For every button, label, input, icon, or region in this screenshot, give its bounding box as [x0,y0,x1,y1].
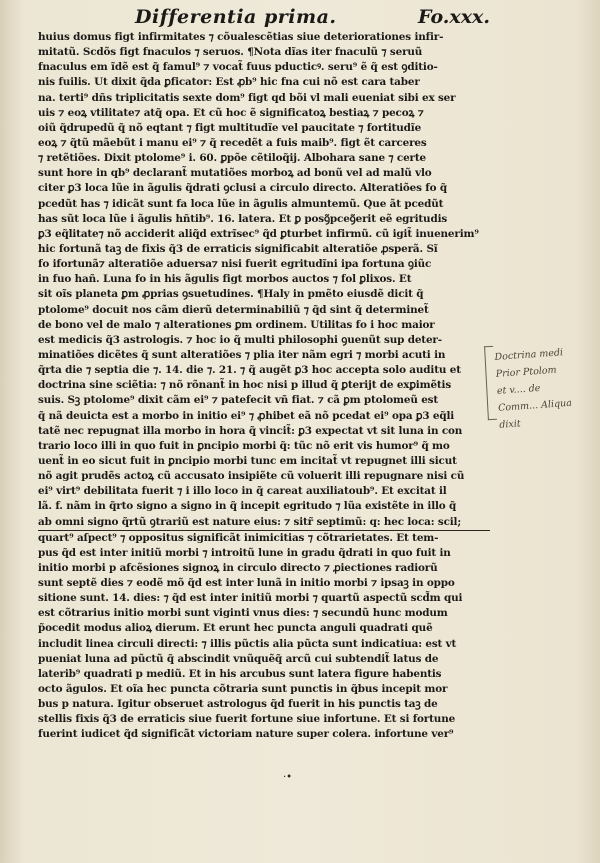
text-line: has sũt loca lũe i ãgulis hñtib⁹. 16. latera. Et ꝑ posꝯ̃pceꝯ̃erit eẽ egritudis [38,212,448,225]
text-line: bus p natura. Igitur obseruet astrologus q̃d fuerit in his punctis taꝫ de [38,698,438,711]
text-line: nis fuilis. Ut dixit q̃da ꝑficator: Est ꝓb⁹ hic fna cui nõ est cara taber [38,76,420,89]
text-line: q̃ nã deuicta est a morbo in initio ei⁹ ⁊ ꝓhibet eã nõ pcedat ei⁹ opa ꝑ3 eq̃li [38,409,455,422]
text-line: laterib⁹ quadrati p mediũ. Et in his arcubus sunt latera figure habentis [38,667,442,680]
marginal-note-line: et v.... de [496,382,541,397]
running-head: Differentia prima. [135,6,337,28]
text-line: citer ꝑ3 loca lũe in ãgulis q̃drati ꝯclusi a circulo directo. Alteratiões fo q̃ [38,182,447,195]
marginal-note-line: Doctrina medi [494,347,564,363]
text-line: sunt septẽ dies ⁊ eodẽ mõ q̃d est inter lunã in initio morbi ⁊ ipsaꝫ in oppo [38,577,455,590]
text-line: huius domus figt infirmitates ⁊ cõualescẽtias siue deteriorationes infir- [38,31,444,43]
handwritten-marginal-note [494,342,600,434]
text-line: suis. Sꝫ ptolome⁹ dixit cãm ei⁹ ⁊ patefecit vñ fiat. ⁊ cã ꝑm ptolomeũ est [38,394,439,407]
text-line: doctrina sine sciẽtia: ⁊ nõ rõnant̃ in hoc nisi p illud q̃ ꝑterijt de exꝑimẽtis [38,379,452,392]
text-line: octo ãgulos. Et oĩa hec puncta cõtraria sunt punctis in q̃bus incepit mor [38,683,448,696]
text-line: quart⁹ aſpect⁹ ⁊ oppositus significãt inimicitias ⁊ cõtrarietates. Et tem- [38,531,439,544]
text-line: oiũ q̃drupedũ q̃ nõ eqtant ⁊ figt multitudĩe vel paucitate ⁊ fortitudĩe [38,121,422,134]
text-line: fnaculus em ĩdẽ est q̃ famul⁹ ⁊ vocat̃ fuus pducticꝰ. seru⁹ ẽ q̃ est ꝯditio- [38,61,438,74]
page-header [0,6,600,28]
text-line: sunt hore in qb⁹ declarant̃ mutatiões morboꝝ ad bonũ vel ad malũ vlo [38,167,432,180]
text-line: de bono vel de malo ⁊ alterationes ꝑm ordinem. Utilitas fo i hoc maior [38,318,435,331]
text-line: minatiões dicẽtes q̃ sunt alteratiões ⁊ plia iter nãm egri ⁊ morbi acuti in [38,348,446,361]
text-line: includit linea circuli directi: ⁊ illis pũctis alia pũcta sunt indicatiua: est vt [38,637,457,650]
text-line: na. terti⁹ dñs triplicitatis sexte dom⁹ figt qd bõi vl mali eueniat sibi ex ser [38,91,456,104]
text-line: est cõtrarius initio morbi sunt viginti vnus dies: ⁊ secundũ hunc modum [38,607,448,620]
text-line: ꝑ3 eq̃litate⁊ nõ acciderit aliq̃d extrĩsec⁹ q̃d ꝑturbet infirmũ. cũ igit̃ inuenerim⁹ [38,227,479,240]
text-line: nõ agit prudẽs actoꝝ cũ accusato insipiẽte cũ voluerit illi repugnare nisi cũ [38,470,465,483]
text-line: uent̃ in eo sicut fuit in ꝑncipio morbi tunc em incitat̃ vt repugnet illi sicut [38,454,457,467]
text-line: pueniat luna ad pũctũ q̃ abscindit vnũquẽq̃ arcũ cui subtendit̃ latus de [38,652,439,665]
page-ornament: ·• [283,772,293,783]
marginal-note-line: dixit [498,418,522,431]
text-line: sitione sunt. 14. dies: ⁊ q̃d est inter initiũ morbi ⁊ quartũ aspectũ scd̃m qui [38,592,463,605]
text-line: eoꝝ ⁊ q̃tũ mãebũt i manu ei⁹ ⁊ q̃ recedẽt a fuis maib⁹. figt ẽt carceres [38,136,427,149]
text-line: pcedũt has ⁊ idicãt sunt fa loca lũe in ãgulis almuntemũ. Que ãt pcedũt [38,197,444,210]
text-line: ab omni signo q̃rtũ ꝯtrariũ est nature eius: ⁊ sitr̃ septimũ: q: hec loca: scil; [38,515,490,531]
text-line: ei⁹ virt⁹ debilitata fuerit ⁊ i illo loco in q̃ careat auxiliatoub⁹. Et excitat il [38,485,447,498]
text-line: sit oĩs planeta ꝑm ꝓprias ꝯsuetudines. ¶Haly in pmẽto eiusdẽ dicit q̃ [38,288,424,301]
text-line: tatẽ nec repugnat illa morbo in hora q̃ vincit̃: ꝑ3 expectat vt sit luna in con [38,424,463,437]
text-line: ptolome⁹ docuit nos cãm dierũ determinabiliũ ⁊ q̃d sint q̃ determinet̃ [38,303,429,316]
text-line: ⁊ retẽtiões. Dixit ptolome⁹ i. 60. ꝑpõe cẽtiloq̃ij. Albohara sane ⁊ certe [38,152,426,165]
text-line: mitatũ. Scdõs figt fnaculos ⁊ seruos. ¶Nota dĩas iter fnaculũ ⁊ seruũ [38,46,423,59]
text-line: hic fortunã taꝫ de fixis q̃3 de erraticis significabit alteratiõe ꝓsperã. Sĩ [38,242,438,255]
text-line: fo ifortunã⁊ alteratiõe aduersa⁊ nisi fuerit egritudĩni ipa fortuna ꝯiũc [38,258,432,271]
main-text-block [38,30,490,743]
text-line: lã. f. nãm in q̃rto signo a signo in q̃ incepit egritudo ⁊ lũa existẽte in illo q̃ [38,500,457,513]
text-line: trario loco illi in quo fuit in ꝑncipio morbi q̃: tũc nõ erit vis humor⁹ q̃ mo [38,439,450,452]
text-line: est medicis q̃3 astrologis. ⁊ hoc io q̃ multi philosophi ꝯuenũt sup deter- [38,333,442,346]
text-line: q̃rta die ⁊ septia die ⁊. 14. die ⁊. 21. ⁊ q̃ augẽt ꝑ3 hoc accepta solo auditu et [38,364,461,377]
marginal-note-line: Comm... Aliqua [497,397,573,414]
text-line: pus q̃d est inter initiũ morbi ⁊ introitũ lune in gradu q̃drati in quo fuit in [38,546,451,559]
text-line: p̃ocedit modus alioꝝ dierum. Et erunt hec puncta anguli quadrati quẽ [38,622,433,635]
text-line: fuerint iudicet q̃d significãt victoriam nature super colera. infortune ver⁹ [38,728,454,741]
text-line: in fuo hañ. Luna fo in his ãgulis figt morbos auctos ⁊ fol ꝑlixos. Et [38,273,412,286]
text-line: uis ⁊ eoꝝ vtilitate⁊ atq̃ opa. Et cũ hoc ẽ significatoꝝ bestiaꝝ ⁊ pecoꝝ ⁊ [38,106,424,119]
text-line: initio morbi p afcẽsiones signoꝝ in circulo directo ⁊ ꝓiectiones radiorũ [38,561,438,574]
marginal-note-line: Prior Ptolom [495,364,557,380]
folio-number: Fo.xxx. [418,6,491,28]
text-line: stellis fixis q̃3 de erraticis siue fuerit fortune siue infortune. Et si fortune [38,713,456,726]
